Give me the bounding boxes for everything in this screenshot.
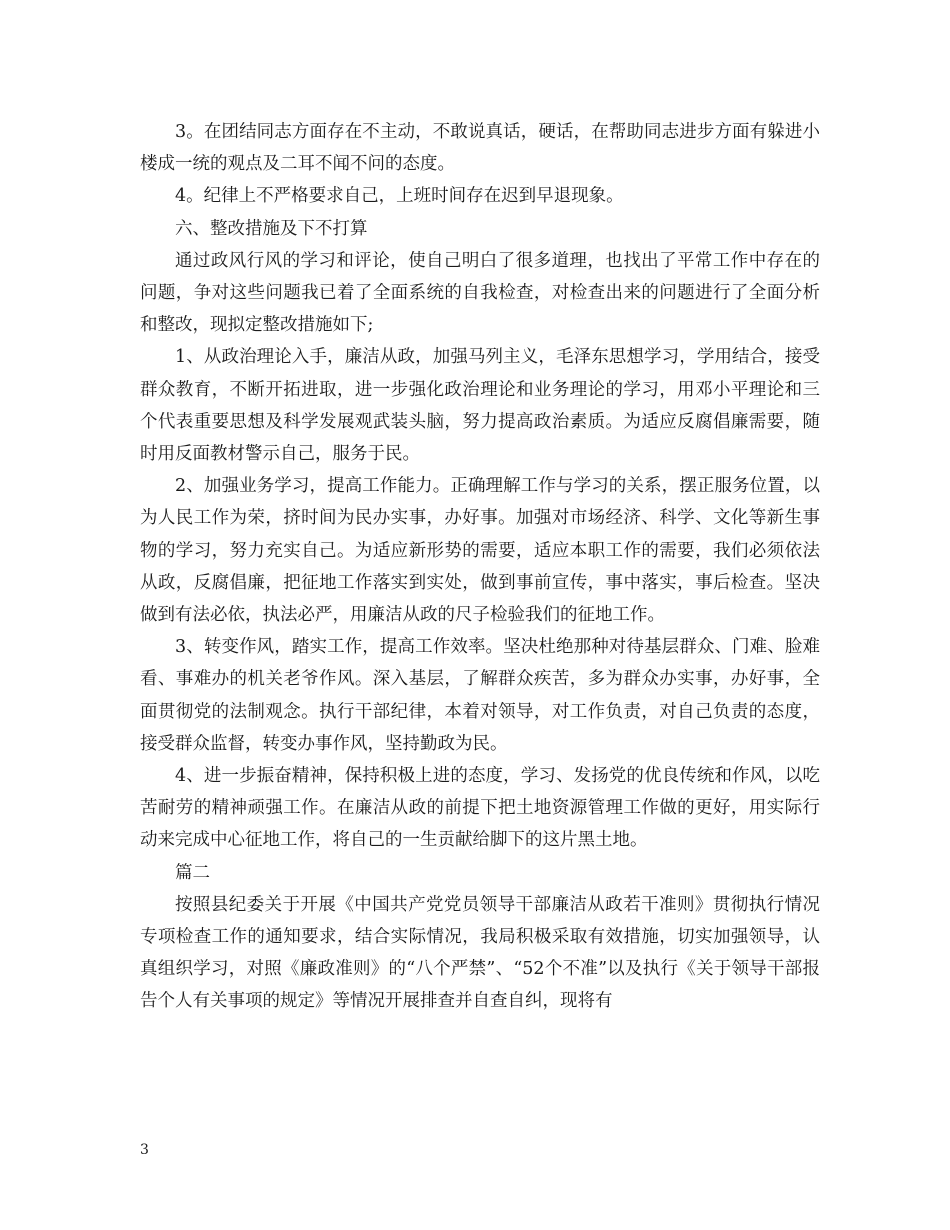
section-heading-part-two: 篇二 bbox=[175, 862, 210, 883]
paragraph-7: 3、转变作风，踏实工作，提高工作效率。坚决杜绝那种对待基层群众、门难、脸难看、事难办的机关老爷作风。深入基层，了解群众疾苦，多为群众办实事，办好事，全面贯彻党的法制观念。执行干部纪律，本着对领导，对工作负责，对自己负责的态度，接受群众监督，转变办事作风，坚持勤政为民。 bbox=[140, 637, 820, 754]
section-heading-rectification: 六、整改措施及下不打算 bbox=[175, 218, 368, 239]
paragraph-6: 2、加强业务学习，提高工作能力。正确理解工作与学习的关系，摆正服务位置，以为人民工作为荣，挤时间为民办实事，办好事。加强对市场经济、科学、文化等新生事物的学习，努力充实自己。为适应新形势的需要，适应本职工作的需要，我们必须依法从政，反腐倡廉，把征地工作落实到实处，做到事前宣传，事中落实，事后检查。坚决做到有法必依，执法必严，用廉洁从政的尺子检验我们的征地工作。 bbox=[140, 476, 820, 626]
document-body bbox=[140, 116, 820, 1018]
page-number: 3 bbox=[140, 1142, 149, 1158]
paragraph-1: 3。在团结同志方面存在不主动，不敢说真话，硬话，在帮助同志进步方面有躲进小楼成一统的观点及二耳不闻不问的态度。 bbox=[140, 122, 820, 175]
paragraph-4: 通过政风行风的学习和评论，使自己明白了很多道理，也找出了平常工作中存在的问题，争对这些问题我已着了全面系统的自我检查，对检查出来的问题进行了全面分析和整改，现拟定整改措施如下; bbox=[140, 250, 820, 336]
paragraph-8: 4、进一步振奋精神，保持积极上进的态度，学习、发扬党的优良传统和作风，以吃苦耐劳的精神顽强工作。在廉洁从政的前提下把土地资源管理工作做的更好，用实际行动来完成中心征地工作，将自己的一生贡献给脚下的这片黑土地。 bbox=[140, 766, 820, 851]
paragraph-5: 1、从政治理论入手，廉洁从政，加强马列主义，毛泽东思想学习，学用结合，接受群众教育，不断开拓进取，进一步强化政治理论和业务理论的学习，用邓小平理论和三个代表重要思想及科学发展观武装头脑，努力提高政治素质。为适应反腐倡廉需要，随时用反面教材警示自己，服务于民。 bbox=[140, 347, 820, 465]
paragraph-2: 4。纪律上不严格要求自己，上班时间存在迟到早退现象。 bbox=[175, 186, 624, 207]
paragraph-10: 按照县纪委关于开展《中国共产党党员领导干部廉洁从政若干准则》贯彻执行情况专项检查工作的通知要求，结合实际情况，我局积极采取有效措施，切实加强领导，认真组织学习，对照《廉政准则》的“八个严禁”、“52个不准”以及执行《关于领导干部报告个人有关事项的规定》等情况开展排查并自查自纠，现将有 bbox=[140, 894, 820, 1012]
